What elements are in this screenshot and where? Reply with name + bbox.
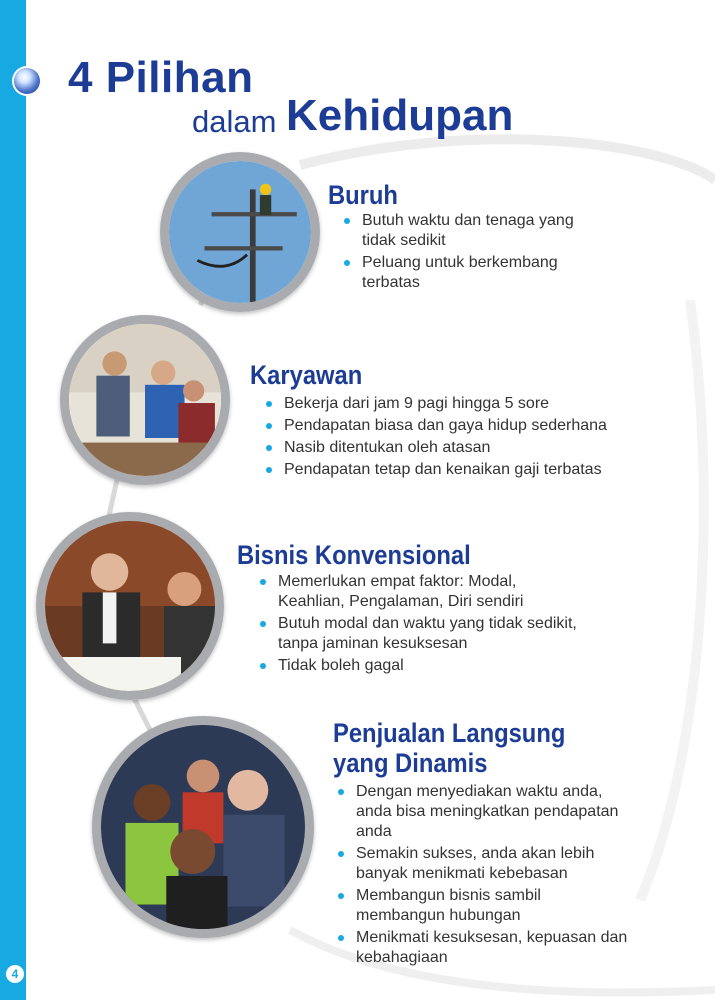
section-title-penjualan-langsung: Penjualan Langsung yang Dinamis (333, 718, 566, 778)
bullet-list-karyawan (262, 394, 622, 482)
bullet-list-buruh (340, 211, 600, 295)
list-item: Memerlukan empat faktor: Modal, Keahlian, Pengalaman, Diri sendiri (256, 572, 586, 612)
title-orb-icon (14, 68, 40, 94)
photo-employees (60, 315, 230, 485)
list-item: Bekerja dari jam 9 pagi hingga 5 sore (262, 394, 622, 414)
list-item: Dengan menyediakan waktu anda, anda bisa meningkatkan pendapatan anda (334, 782, 634, 842)
page-number: 4 (6, 965, 24, 983)
list-item: Peluang untuk berkembang terbatas (340, 253, 600, 293)
list-item: Membangun bisnis sambil membangun hubungan (334, 886, 634, 926)
photo-laborer (160, 152, 320, 312)
bullet-list-penjualan-langsung (334, 782, 634, 970)
list-item: Butuh waktu dan tenaga yang tidak sedikit (340, 211, 600, 251)
page-title-connector: dalam (192, 104, 277, 139)
list-item: Semakin sukses, anda akan lebih banyak menikmati kebebasan (334, 844, 634, 884)
side-accent-bar (0, 0, 26, 1000)
list-item: Menikmati kesuksesan, kepuasan dan kebahagiaan (334, 928, 634, 968)
section-title-bisnis-konvensional: Bisnis Konvensional (237, 540, 471, 570)
section-title-buruh: Buruh (328, 180, 398, 210)
photo-business-meeting (36, 512, 224, 700)
section-title-karyawan: Karyawan (250, 360, 363, 390)
list-item: Pendapatan tetap dan kenaikan gaji terbatas (262, 460, 622, 480)
list-item: Butuh modal dan waktu yang tidak sedikit, tanpa jaminan kesuksesan (256, 614, 586, 654)
list-item: Nasib ditentukan oleh atasan (262, 438, 622, 458)
list-item: Tidak boleh gagal (256, 656, 586, 676)
bullet-list-bisnis-konvensional (256, 572, 586, 678)
page-title-line2: Kehidupan (286, 91, 514, 140)
list-item: Pendapatan biasa dan gaya hidup sederhana (262, 416, 622, 436)
page-title-line1: 4 Pilihan (68, 53, 254, 102)
photo-happy-crowd (92, 716, 314, 938)
